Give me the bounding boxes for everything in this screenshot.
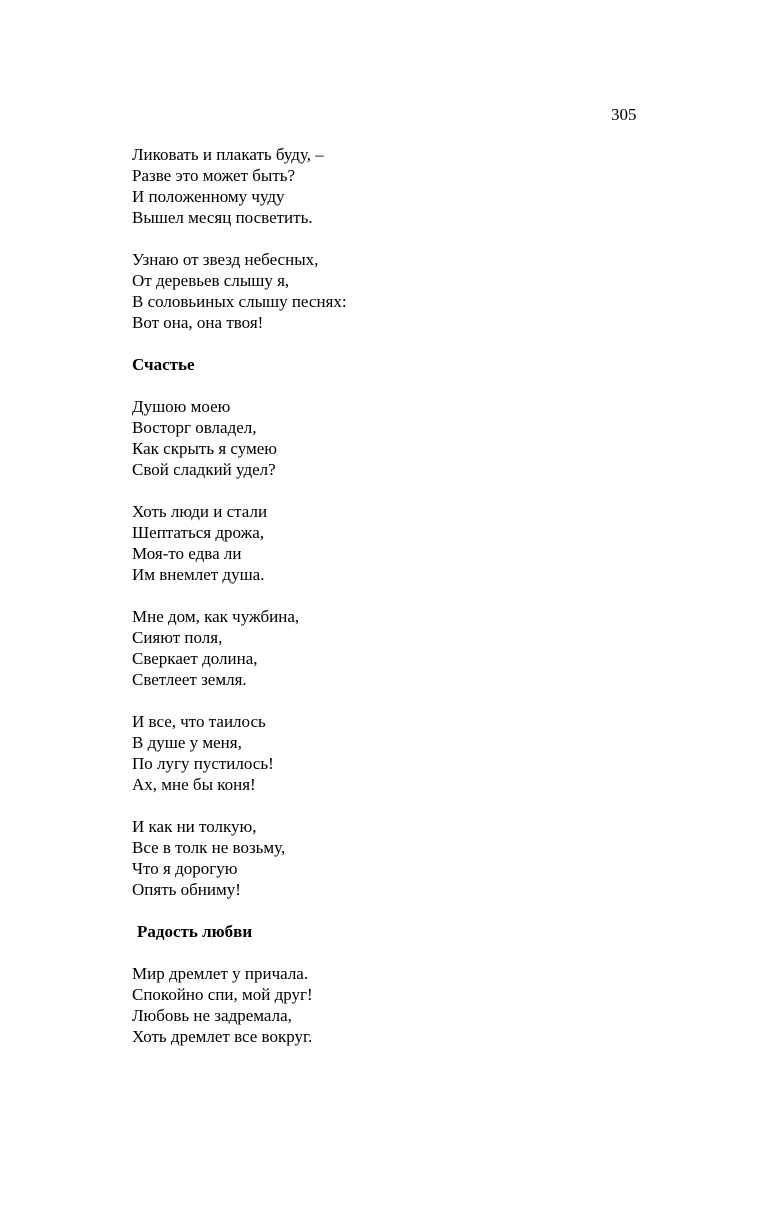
verse-line: Вот она, она твоя! xyxy=(132,313,264,332)
verse-line: Моя-то едва ли xyxy=(132,544,242,563)
verse-line: И положенному чуду xyxy=(132,187,285,206)
verse-line: Разве это может быть? xyxy=(132,166,296,185)
verse-line: Опять обниму! xyxy=(132,880,241,899)
verse-line: И как ни толкую, xyxy=(132,817,257,836)
verse-line: В душе у меня, xyxy=(132,733,242,752)
verse-line: По лугу пустилось! xyxy=(132,754,274,773)
verse-line: Ах, мне бы коня! xyxy=(132,775,256,794)
verse-line: Что я дорогую xyxy=(132,859,238,878)
page-content xyxy=(132,144,692,1068)
verse-line: Вышел месяц посветить. xyxy=(132,208,313,227)
verse-line: Свой сладкий удел? xyxy=(132,460,276,479)
page-number: 305 xyxy=(611,105,637,124)
stanza xyxy=(132,144,692,228)
verse-line: Спокойно спи, мой друг! xyxy=(132,985,313,1004)
stanza xyxy=(132,711,692,795)
stanza xyxy=(132,816,692,900)
stanza xyxy=(132,501,692,585)
verse-line: Узнаю от звезд небесных, xyxy=(132,250,319,269)
verse-line: Светлеет земля. xyxy=(132,670,247,689)
verse-line: В соловьиных слышу песнях: xyxy=(132,292,347,311)
verse-line: Ликовать и плакать буду, – xyxy=(132,145,324,164)
stanza xyxy=(132,606,692,690)
verse-line: Мне дом, как чужбина, xyxy=(132,607,300,626)
verse-line: Им внемлет душа. xyxy=(132,565,265,584)
verse-line: Хоть люди и стали xyxy=(132,502,268,521)
verse-line: Душою моею xyxy=(132,397,231,416)
verse-line: Мир дремлет у причала. xyxy=(132,964,309,983)
verse-line: Восторг овладел, xyxy=(132,418,257,437)
verse-line: И все, что таилось xyxy=(132,712,266,731)
verse-line: Любовь не задремала, xyxy=(132,1006,292,1025)
stanza xyxy=(132,396,692,480)
poem-title: Счастье xyxy=(132,355,195,374)
stanza xyxy=(132,249,692,333)
verse-line: Шептаться дрожа, xyxy=(132,523,265,542)
poem-title: Радость любви xyxy=(137,922,253,941)
verse-line: Сияют поля, xyxy=(132,628,223,647)
verse-line: От деревьев слышу я, xyxy=(132,271,290,290)
verse-line: Как скрыть я сумею xyxy=(132,439,277,458)
verse-line: Все в толк не возьму, xyxy=(132,838,286,857)
verse-line: Хоть дремлет все вокруг. xyxy=(132,1027,313,1046)
verse-line: Сверкает долина, xyxy=(132,649,258,668)
stanza xyxy=(132,963,692,1047)
